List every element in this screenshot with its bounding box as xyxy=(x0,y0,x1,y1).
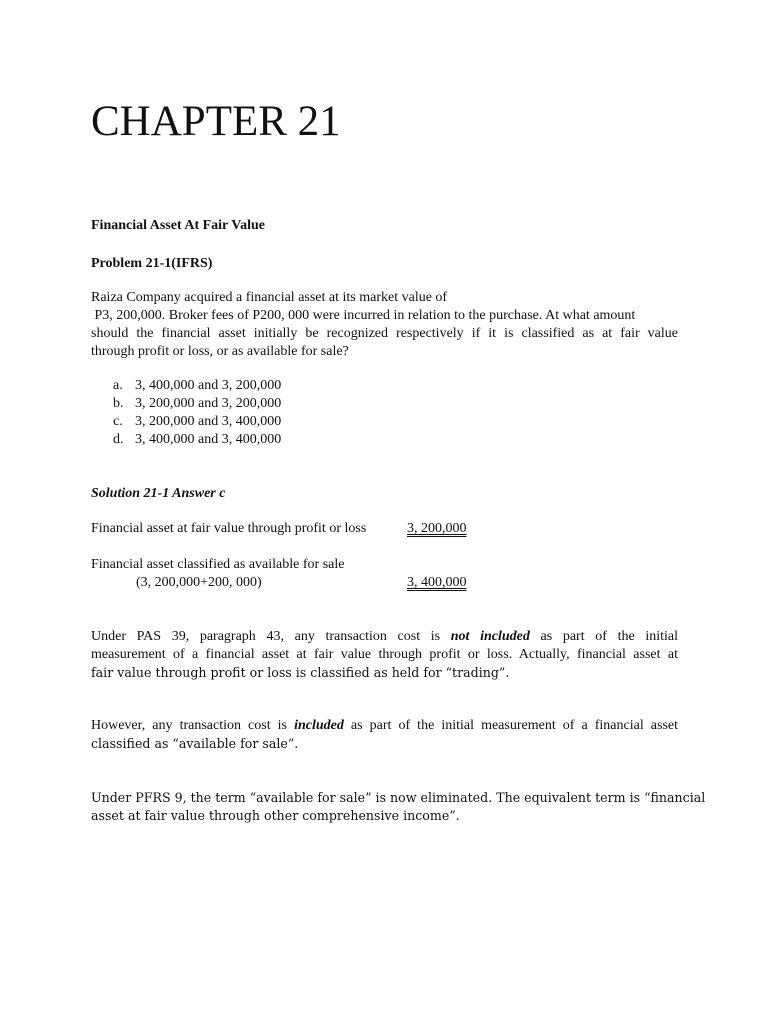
paragraph-line: measurement of a financial asset at fair value through profit or loss. Actually, financial asset at xyxy=(91,647,678,662)
problem-title: Problem 21-1(IFRS) xyxy=(91,256,213,271)
paragraph-line: However, any transaction cost is included as part of the initial measurement of a financial asset xyxy=(91,718,678,733)
solution-title: Solution 21-1 Answer c xyxy=(91,486,226,501)
afs-amount: 3, 400,000 xyxy=(407,575,467,590)
paragraph-line: Under PAS 39, paragraph 43, any transaction cost is not included as part of the initial xyxy=(91,629,678,644)
emphasis-included: included xyxy=(294,718,344,733)
afs-computation: (3, 200,000+200, 000) xyxy=(136,575,262,590)
paragraph-line: asset at fair value through other comprehensive income”. xyxy=(91,808,460,823)
emphasis-not-included: not included xyxy=(450,629,530,644)
afs-label: Financial asset classified as available for sale xyxy=(91,557,345,572)
answer-options xyxy=(113,377,281,449)
option-b: b. 3, 200,000 and 3, 200,000 xyxy=(113,396,282,411)
problem-text-line: Raiza Company acquired a financial asset at its market value of xyxy=(91,290,448,305)
chapter-title: CHAPTER 21 xyxy=(91,98,341,145)
section-title: Financial Asset At Fair Value xyxy=(91,218,265,233)
paragraph-line: fair value through profit or loss is classified as held for “trading”. xyxy=(91,665,510,680)
paragraph-pas39 xyxy=(91,628,678,682)
problem-text xyxy=(91,289,678,361)
paragraph-line: Under PFRS 9, the term “available for sale” is now eliminated. The equivalent term is “financial xyxy=(91,790,706,805)
paragraph-pfrs9 xyxy=(91,789,706,825)
problem-text-line: P3, 200,000. Broker fees of P200, 000 were incurred in relation to the purchase. At what amount xyxy=(91,308,636,323)
option-d: d. 3, 400,000 and 3, 400,000 xyxy=(113,432,282,447)
problem-text-line: should the financial asset initially be recognized respectively if it is classified as at fair value xyxy=(91,326,678,341)
paragraph-however xyxy=(91,717,678,753)
paragraph-line: classified as “available for sale”. xyxy=(91,736,299,751)
problem-text-line: through profit or loss, or as available for sale? xyxy=(91,344,349,359)
fvtpl-label: Financial asset at fair value through profit or loss xyxy=(91,521,367,536)
option-a: a. 3, 400,000 and 3, 200,000 xyxy=(113,378,282,393)
option-c: c. 3, 200,000 and 3, 400,000 xyxy=(113,414,282,429)
fvtpl-amount: 3, 200,000 xyxy=(407,521,467,536)
